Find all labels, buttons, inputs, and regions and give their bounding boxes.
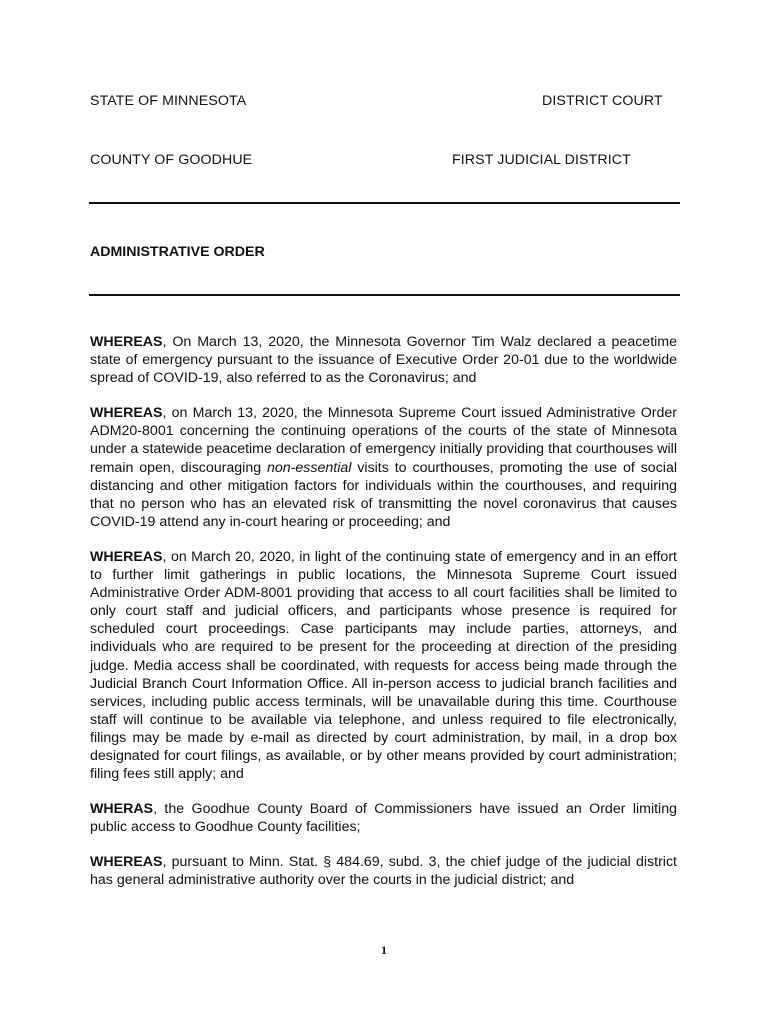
paragraph-text: , on March 20, 2020, in light of the continuing state of emergency and in an effort to further limit gatherings in public locations, the Minnesota Supreme Court issued Administrative Order ADM-8001 providing that access to all court facilities shall be limited to only court staff and judicial officers, and participants whose presence is required for scheduled court proceedings. Case participants may include parties, attorneys, and individuals who are required to be present for the proceeding at direction of the presiding judge. Media access shall be coordinated, with requests for access being made through the Judicial Branch Court Information Office. All in-person access to judicial branch facilities and services, including public access terminals, will be unavailable during this time. Courthouse staff will continue to be available via telephone, and unless required to file electronically, filings may be made by e-mail as directed by court administration, by mail, in a drop box designated for court filings, as available, or by other means provided by court administration; filing fees still apply; and xyxy=(90,548,677,783)
page-number: 1 xyxy=(381,943,387,957)
county-label: COUNTY OF GOODHUE xyxy=(90,152,253,168)
whereas-paragraph-5 xyxy=(90,853,677,889)
document-body xyxy=(90,333,677,907)
whereas-lead: WHEREAS xyxy=(90,334,163,350)
bottom-rule xyxy=(89,294,680,296)
state-label: STATE OF MINNESOTA xyxy=(90,93,247,109)
paragraph-text: , pursuant to Minn. Stat. § 484.69, subd. 3, the chief judge of the judicial district has general administrative authority over the courts in the judicial district; and xyxy=(90,854,677,889)
whereas-paragraph-3 xyxy=(90,548,677,783)
document-title: ADMINISTRATIVE ORDER xyxy=(90,244,265,260)
whereas-lead: WHEREAS xyxy=(90,548,163,565)
whereas-paragraph-4 xyxy=(90,800,677,836)
court-label: DISTRICT COURT xyxy=(542,93,663,109)
top-rule xyxy=(89,202,680,204)
paragraph-text: visits to courthouses, promoting the use of social distancing and other mitigation factors for individuals within the courthouses, and requiring that no person who has an elevated risk of transmitting the novel coronavirus that causes COVID-19 attend any in-court hearing or proceeding; and xyxy=(90,459,677,530)
paragraph-text: , On March 13, 2020, the Minnesota Governor Tim Walz declared a peacetime state of emergency pursuant to the issuance of Executive Order 20-01 due to the worldwide spread of COVID-19, also referred to as the Coronavirus; and xyxy=(90,334,677,387)
whereas-lead: WHEREAS xyxy=(90,405,163,422)
emphasized-text: non-essential xyxy=(267,459,352,476)
whereas-lead: WHEREAS xyxy=(90,854,163,871)
whereas-paragraph-1 xyxy=(90,333,677,387)
whereas-paragraph-2 xyxy=(90,404,677,531)
whereas-lead: WHERAS xyxy=(90,801,154,818)
district-label: FIRST JUDICIAL DISTRICT xyxy=(452,152,631,168)
paragraph-text: , the Goodhue County Board of Commissioners have issued an Order limiting public access to Goodhue County facilities; xyxy=(90,801,677,836)
paragraph-text: , on March 13, 2020, the Minnesota Supreme Court issued Administrative Order ADM20-8001 concerning the continuing operations of the courts of the state of Minnesota under a statewide peacetime declaration of emergency initially providing that courthouses will remain open, discouraging xyxy=(90,405,677,476)
